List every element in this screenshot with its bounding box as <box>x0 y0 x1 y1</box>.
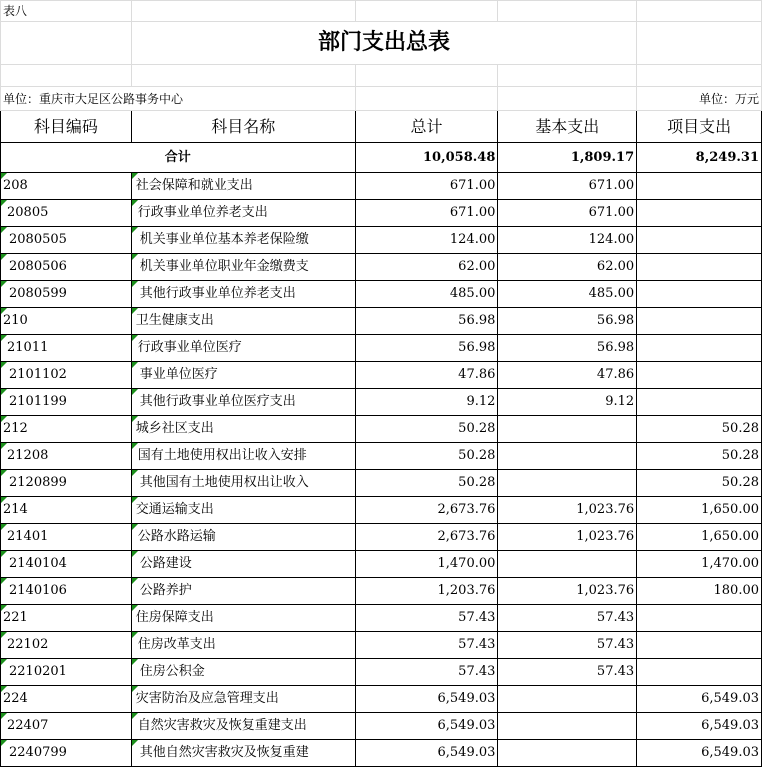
cell-basic[interactable] <box>498 686 637 713</box>
cell-name[interactable]: 公路建设 <box>131 551 355 578</box>
cell-project[interactable] <box>637 605 762 632</box>
cell-code[interactable]: 221 <box>1 605 132 632</box>
cell-code[interactable]: 2080599 <box>1 281 132 308</box>
cell-total[interactable]: 57.43 <box>355 605 498 632</box>
table-row <box>1 227 762 254</box>
cell-total[interactable]: 671.00 <box>355 173 498 200</box>
cell-basic[interactable]: 1,023.76 <box>498 524 637 551</box>
cell-code[interactable]: 208 <box>1 173 132 200</box>
cell-project[interactable]: 6,549.03 <box>637 713 762 740</box>
cell-code[interactable]: 2101102 <box>1 362 132 389</box>
cell-basic[interactable]: 56.98 <box>498 335 637 362</box>
cell-name[interactable]: 公路水路运输 <box>131 524 355 551</box>
cell-project[interactable]: 1,650.00 <box>637 497 762 524</box>
cell-code[interactable]: 21011 <box>1 335 132 362</box>
table-row <box>1 200 762 227</box>
cell-name[interactable]: 城乡社区支出 <box>131 416 355 443</box>
table-row <box>1 524 762 551</box>
table-row <box>1 740 762 767</box>
cell-total[interactable]: 56.98 <box>355 308 498 335</box>
cell-name[interactable]: 住房改革支出 <box>131 632 355 659</box>
table-row <box>1 686 762 713</box>
cell-total[interactable]: 50.28 <box>355 443 498 470</box>
cell-code[interactable]: 22407 <box>1 713 132 740</box>
cell-code[interactable]: 2120899 <box>1 470 132 497</box>
cell-name[interactable]: 机关事业单位职业年金缴费支 <box>131 254 355 281</box>
table-row <box>1 308 762 335</box>
cell-basic[interactable]: 57.43 <box>498 605 637 632</box>
table-row <box>1 713 762 740</box>
table-row <box>1 605 762 632</box>
cell-name[interactable]: 社会保障和就业支出 <box>131 173 355 200</box>
table-row <box>1 497 762 524</box>
cell-name[interactable]: 交通运输支出 <box>131 497 355 524</box>
table-row <box>1 362 762 389</box>
cell-total[interactable]: 47.86 <box>355 362 498 389</box>
table-row <box>1 578 762 605</box>
cell-total[interactable]: 1,470.00 <box>355 551 498 578</box>
cell-total[interactable]: 2,673.76 <box>355 497 498 524</box>
cell-code[interactable]: 21401 <box>1 524 132 551</box>
cell-total[interactable]: 485.00 <box>355 281 498 308</box>
cell-basic[interactable]: 47.86 <box>498 362 637 389</box>
table-row <box>1 389 762 416</box>
cell-code[interactable]: 2080505 <box>1 227 132 254</box>
cell-code[interactable]: 20805 <box>1 200 132 227</box>
cell-name[interactable]: 行政事业单位养老支出 <box>131 200 355 227</box>
cell-project[interactable]: 50.28 <box>637 470 762 497</box>
table-row <box>1 632 762 659</box>
cell-code[interactable]: 2080506 <box>1 254 132 281</box>
cell-code[interactable]: 2140104 <box>1 551 132 578</box>
cell-project[interactable] <box>637 227 762 254</box>
cell-project[interactable] <box>637 173 762 200</box>
cell-total[interactable]: 9.12 <box>355 389 498 416</box>
cell-name[interactable]: 行政事业单位医疗 <box>131 335 355 362</box>
table-row <box>1 281 762 308</box>
cell-project[interactable] <box>637 308 762 335</box>
cell-code[interactable]: 224 <box>1 686 132 713</box>
cell-code[interactable]: 214 <box>1 497 132 524</box>
cell-basic[interactable]: 124.00 <box>498 227 637 254</box>
header-name[interactable]: 科目名称 <box>131 111 355 143</box>
cell-basic[interactable] <box>498 551 637 578</box>
cell-total[interactable]: 50.28 <box>355 416 498 443</box>
cell-name[interactable]: 其他自然灾害救灾及恢复重建 <box>131 740 355 767</box>
cell-total[interactable]: 124.00 <box>355 227 498 254</box>
table-row <box>1 443 762 470</box>
cell-total[interactable]: 671.00 <box>355 200 498 227</box>
unit-left[interactable]: 单位：重庆市大足区公路事务中心 <box>1 87 356 111</box>
cell-project[interactable] <box>637 335 762 362</box>
cell-project[interactable]: 50.28 <box>637 443 762 470</box>
cell-code[interactable]: 210 <box>1 308 132 335</box>
cell-basic[interactable] <box>498 443 637 470</box>
total-basic[interactable]: 1,809.17 <box>498 143 637 173</box>
cell-code[interactable]: 2240799 <box>1 740 132 767</box>
cell-total[interactable]: 50.28 <box>355 470 498 497</box>
cell-name[interactable]: 事业单位医疗 <box>131 362 355 389</box>
cell-name[interactable]: 其他行政事业单位养老支出 <box>131 281 355 308</box>
cell-total[interactable]: 57.43 <box>355 659 498 686</box>
header-project[interactable]: 项目支出 <box>637 111 762 143</box>
cell-project[interactable]: 50.28 <box>637 416 762 443</box>
cell-total[interactable]: 57.43 <box>355 632 498 659</box>
cell-project[interactable] <box>637 632 762 659</box>
cell-project[interactable] <box>637 200 762 227</box>
cell-name[interactable]: 公路养护 <box>131 578 355 605</box>
table-row <box>1 470 762 497</box>
cell-basic[interactable] <box>498 470 637 497</box>
cell-code[interactable]: 212 <box>1 416 132 443</box>
cell-total[interactable]: 2,673.76 <box>355 524 498 551</box>
cell-total[interactable]: 56.98 <box>355 335 498 362</box>
cell-code[interactable]: 22102 <box>1 632 132 659</box>
table-row <box>1 659 762 686</box>
cell-basic[interactable]: 9.12 <box>498 389 637 416</box>
table-row <box>1 173 762 200</box>
cell-project[interactable] <box>637 362 762 389</box>
cell-basic[interactable] <box>498 713 637 740</box>
sheet-label[interactable]: 表八 <box>1 1 132 22</box>
cell-basic[interactable]: 57.43 <box>498 659 637 686</box>
cell-name[interactable]: 住房保障支出 <box>131 605 355 632</box>
cell-total[interactable]: 6,549.03 <box>355 740 498 767</box>
cell-basic[interactable]: 1,023.76 <box>498 578 637 605</box>
table-row <box>1 335 762 362</box>
cell-basic[interactable]: 485.00 <box>498 281 637 308</box>
cell-name[interactable]: 灾害防治及应急管理支出 <box>131 686 355 713</box>
cell-name[interactable]: 住房公积金 <box>131 659 355 686</box>
total-project[interactable]: 8,249.31 <box>637 143 762 173</box>
cell-basic[interactable] <box>498 740 637 767</box>
cell-name[interactable]: 卫生健康支出 <box>131 308 355 335</box>
total-label[interactable]: 合计 <box>1 143 356 173</box>
cell-basic[interactable]: 1,023.76 <box>498 497 637 524</box>
cell-code[interactable]: 2210201 <box>1 659 132 686</box>
unit-right[interactable]: 单位：万元 <box>637 87 762 111</box>
cell-project[interactable]: 180.00 <box>637 578 762 605</box>
total-sum[interactable]: 10,058.48 <box>355 143 498 173</box>
cell-basic[interactable]: 62.00 <box>498 254 637 281</box>
cell-basic[interactable]: 57.43 <box>498 632 637 659</box>
header-total[interactable]: 总计 <box>355 111 498 143</box>
table-row <box>1 416 762 443</box>
cell-project[interactable] <box>637 659 762 686</box>
header-basic[interactable]: 基本支出 <box>498 111 637 143</box>
cell-code[interactable]: 2101199 <box>1 389 132 416</box>
cell-basic[interactable]: 56.98 <box>498 308 637 335</box>
cell-project[interactable] <box>637 281 762 308</box>
cell-name[interactable]: 机关事业单位基本养老保险缴 <box>131 227 355 254</box>
cell-total[interactable]: 1,203.76 <box>355 578 498 605</box>
cell-total[interactable]: 6,549.03 <box>355 686 498 713</box>
table-row <box>1 551 762 578</box>
cell-project[interactable] <box>637 389 762 416</box>
cell-total[interactable]: 6,549.03 <box>355 713 498 740</box>
cell-project[interactable]: 1,470.00 <box>637 551 762 578</box>
cell-basic[interactable] <box>498 416 637 443</box>
cell-name[interactable]: 自然灾害救灾及恢复重建支出 <box>131 713 355 740</box>
cell-name[interactable]: 其他国有土地使用权出让收入 <box>131 470 355 497</box>
cell-name[interactable]: 国有土地使用权出让收入安排 <box>131 443 355 470</box>
cell-name[interactable]: 其他行政事业单位医疗支出 <box>131 389 355 416</box>
cell-project[interactable]: 1,650.00 <box>637 524 762 551</box>
cell-code[interactable]: 2140106 <box>1 578 132 605</box>
cell-project[interactable]: 6,549.03 <box>637 686 762 713</box>
cell-basic[interactable]: 671.00 <box>498 200 637 227</box>
cell-total[interactable]: 62.00 <box>355 254 498 281</box>
table-row <box>1 254 762 281</box>
sheet-title[interactable]: 部门支出总表 <box>131 22 636 65</box>
cell-project[interactable] <box>637 254 762 281</box>
cell-basic[interactable]: 671.00 <box>498 173 637 200</box>
cell-code[interactable]: 21208 <box>1 443 132 470</box>
cell-project[interactable]: 6,549.03 <box>637 740 762 767</box>
header-code[interactable]: 科目编码 <box>1 111 132 143</box>
